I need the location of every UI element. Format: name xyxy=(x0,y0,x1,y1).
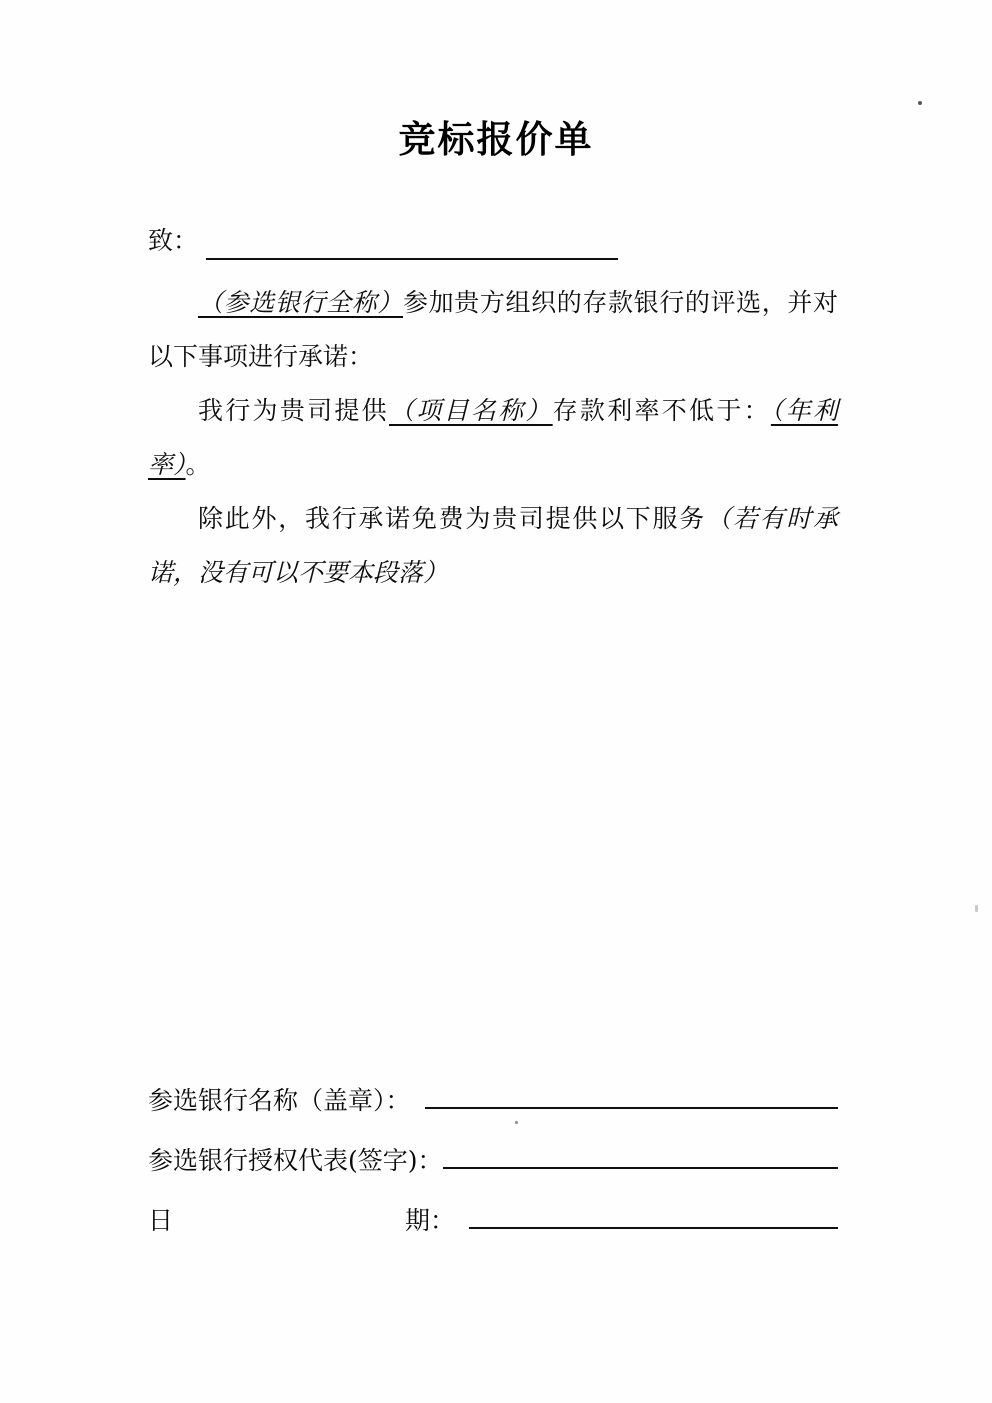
signature-row-bank-name xyxy=(148,1058,838,1118)
authorized-rep-label: 参选银行授权代表(签字)： xyxy=(148,1146,443,1175)
paragraph-2-text-c: 。 xyxy=(185,450,211,479)
paragraph-2-text-b: 存款利率不低于： xyxy=(552,396,771,425)
paragraph-bank-participation xyxy=(148,276,838,384)
scan-speck xyxy=(918,101,922,105)
page-title: 竞标报价单 xyxy=(398,118,594,161)
date-field[interactable] xyxy=(469,1227,838,1229)
paragraph-1-text: 参加贵方组织的存款银行的评选，并对以下事项进行承诺： xyxy=(148,288,838,371)
authorized-rep-signature-field[interactable] xyxy=(443,1167,838,1169)
salutation-blank-field[interactable] xyxy=(206,258,618,260)
placeholder-bank-full-name[interactable]: （参选银行全称） xyxy=(198,288,403,317)
date-label-group xyxy=(148,1204,455,1238)
bank-name-field[interactable] xyxy=(425,1107,838,1109)
note-optional-paragraph: （若有时承诺，没有可以不要本段落） xyxy=(148,504,838,587)
date-label-right: 期： xyxy=(404,1206,455,1235)
salutation-label: 致： xyxy=(148,226,199,255)
paragraph-free-services xyxy=(148,492,838,600)
scan-speck xyxy=(975,905,978,912)
signature-row-date xyxy=(148,1178,838,1238)
placeholder-project-name[interactable]: （项目名称） xyxy=(388,396,553,425)
paragraph-3-text: 除此外，我行承诺免费为贵司提供以下服务 xyxy=(198,504,707,533)
paragraph-interest-rate xyxy=(148,384,838,492)
signature-block xyxy=(148,1058,838,1238)
signature-row-authorized-rep xyxy=(148,1118,838,1178)
date-label-left: 日 xyxy=(148,1206,174,1235)
bank-name-label: 参选银行名称（盖章）： xyxy=(148,1086,411,1115)
placeholder-annual-rate[interactable]: （年利率） xyxy=(148,396,838,479)
salutation-row xyxy=(148,214,838,268)
paragraph-2-text-a: 我行为贵司提供 xyxy=(198,396,389,425)
document-body xyxy=(148,214,838,600)
